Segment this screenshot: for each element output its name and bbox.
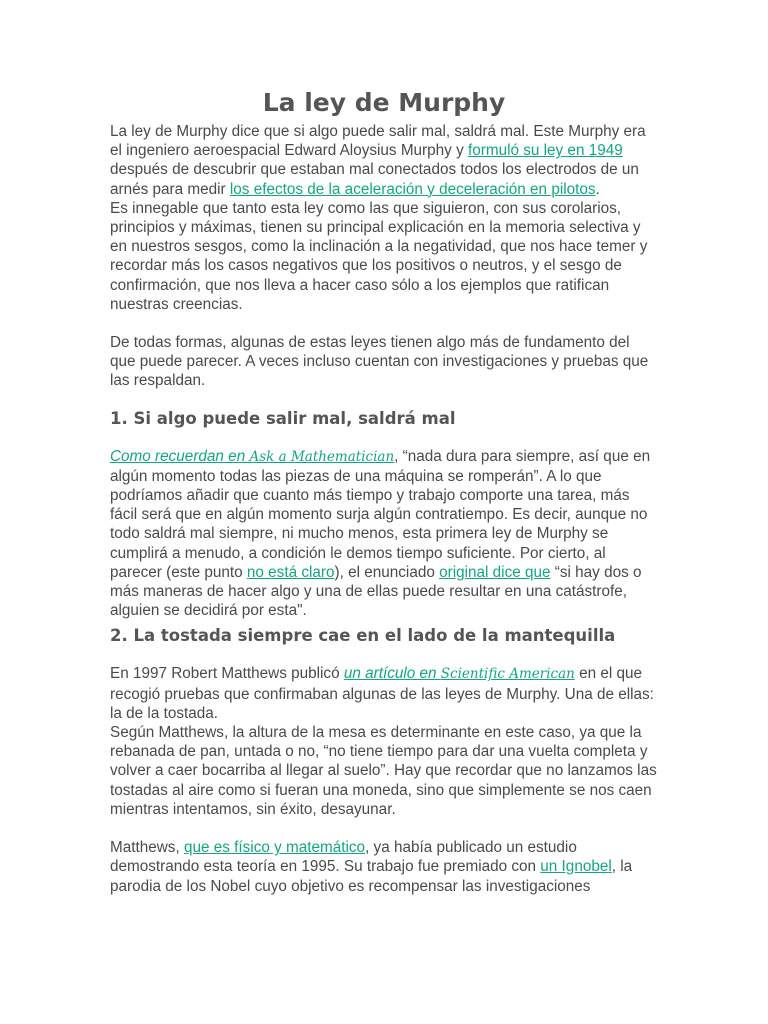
section-1-paragraph: Como recuerdan en Ask a Mathematician, “nada dura para siempre, así que en algún momento todas las piezas de una máquina se romperán”. A lo que podríamos añadir que cuanto más tiempo y trabajo comporte una tarea, más fácil será que en algún momento surja algún contratiempo. Es decir, aunque no todo saldrá mal siempre, ni mucho menos, esta primera ley de Murphy se cumplirá a menudo, a condición le demos tiempo suficiente. Por cierto, al parecer (este punto no está claro), el enunciado original dice que “si hay dos o más maneras de hacer algo y una de ellas puede resultar en una catástrofe, alguien se decidirá por esta". xyxy=(110,447,651,620)
link-scientific-american[interactable]: un artículo en Scientific American xyxy=(343,665,575,683)
section-heading-2: 2. La tostada siempre cae en el lado de la mantequilla xyxy=(110,626,616,646)
article xyxy=(110,88,658,896)
section-heading-1: 1. Si algo puede salir mal, saldrá mal xyxy=(110,408,456,428)
paragraph-fundamento: De todas formas, algunas de estas leyes tienen algo más de fundamento del que puede parecer. A veces incluso cuentan con investigaciones y pruebas que las respaldan. xyxy=(110,334,649,390)
paragraph-sesgos: Es innegable que tanto esta ley como las que siguieron, con sus corolarios, principios y máximas, tienen su principal explicación en la memoria selectiva y en nuestros sesgos, como la inclinación a la negatividad, que nos hace temer y recordar más los casos negativos que los positivos o neutros, y el sesgo de confirmación, que nos lleva a hacer caso sólo a los ejemplos que ratifican nuestras creencias. xyxy=(110,199,648,313)
link-efectos-aceleracion[interactable]: los efectos de la aceleración y deceleración en pilotos xyxy=(229,180,596,198)
link-ask-mathematician[interactable]: Como recuerdan en Ask a Mathematician xyxy=(110,447,395,465)
section-2-paragraph-3: Matthews, que es físico y matemático, ya había publicado un estudio demostrando esta teoría en 1995. Su trabajo fue premiado con un Ignobel, la parodia de los Nobel cuyo objetivo es recompensar las investigaciones xyxy=(110,839,633,895)
link-ignobel[interactable]: un Ignobel xyxy=(540,858,612,876)
section-2-paragraph-2: Según Matthews, la altura de la mesa es determinante en este caso, ya que la rebanada de pan, untada o no, “no tiene tiempo para dar una vuelta completa y volver a caer bocarriba al llegar al suelo”. Hay que recordar que no lanzamos las tostadas al aire como si fueran una moneda, sino que simplemente se nos caen mientras intentamos, sin éxito, desayunar. xyxy=(110,724,657,818)
link-original-dice-que[interactable]: original dice que xyxy=(439,563,551,581)
link-fisico-matematico[interactable]: que es físico y matemático xyxy=(183,839,366,857)
link-no-esta-claro[interactable]: no está claro xyxy=(246,563,335,581)
intro-paragraph: La ley de Murphy dice que si algo puede salir mal, saldrá mal. Este Murphy era el ingeniero aeroespacial Edward Aloysius Murphy y formuló su ley en 1949 después de descubrir que estaban mal conectados todos los electrodos de un arnés para medir los efectos de la aceleración y deceleración en pilotos. xyxy=(110,123,646,198)
link-formulo-ley[interactable]: formuló su ley en 1949 xyxy=(467,142,623,160)
section-2-paragraph-1: En 1997 Robert Matthews publicó un artículo en Scientific American en el que recogió pruebas que confirmaban algunas de las leyes de Murphy. Una de ellas: la de la tostada. xyxy=(110,665,654,722)
page-title: La ley de Murphy xyxy=(262,88,506,117)
